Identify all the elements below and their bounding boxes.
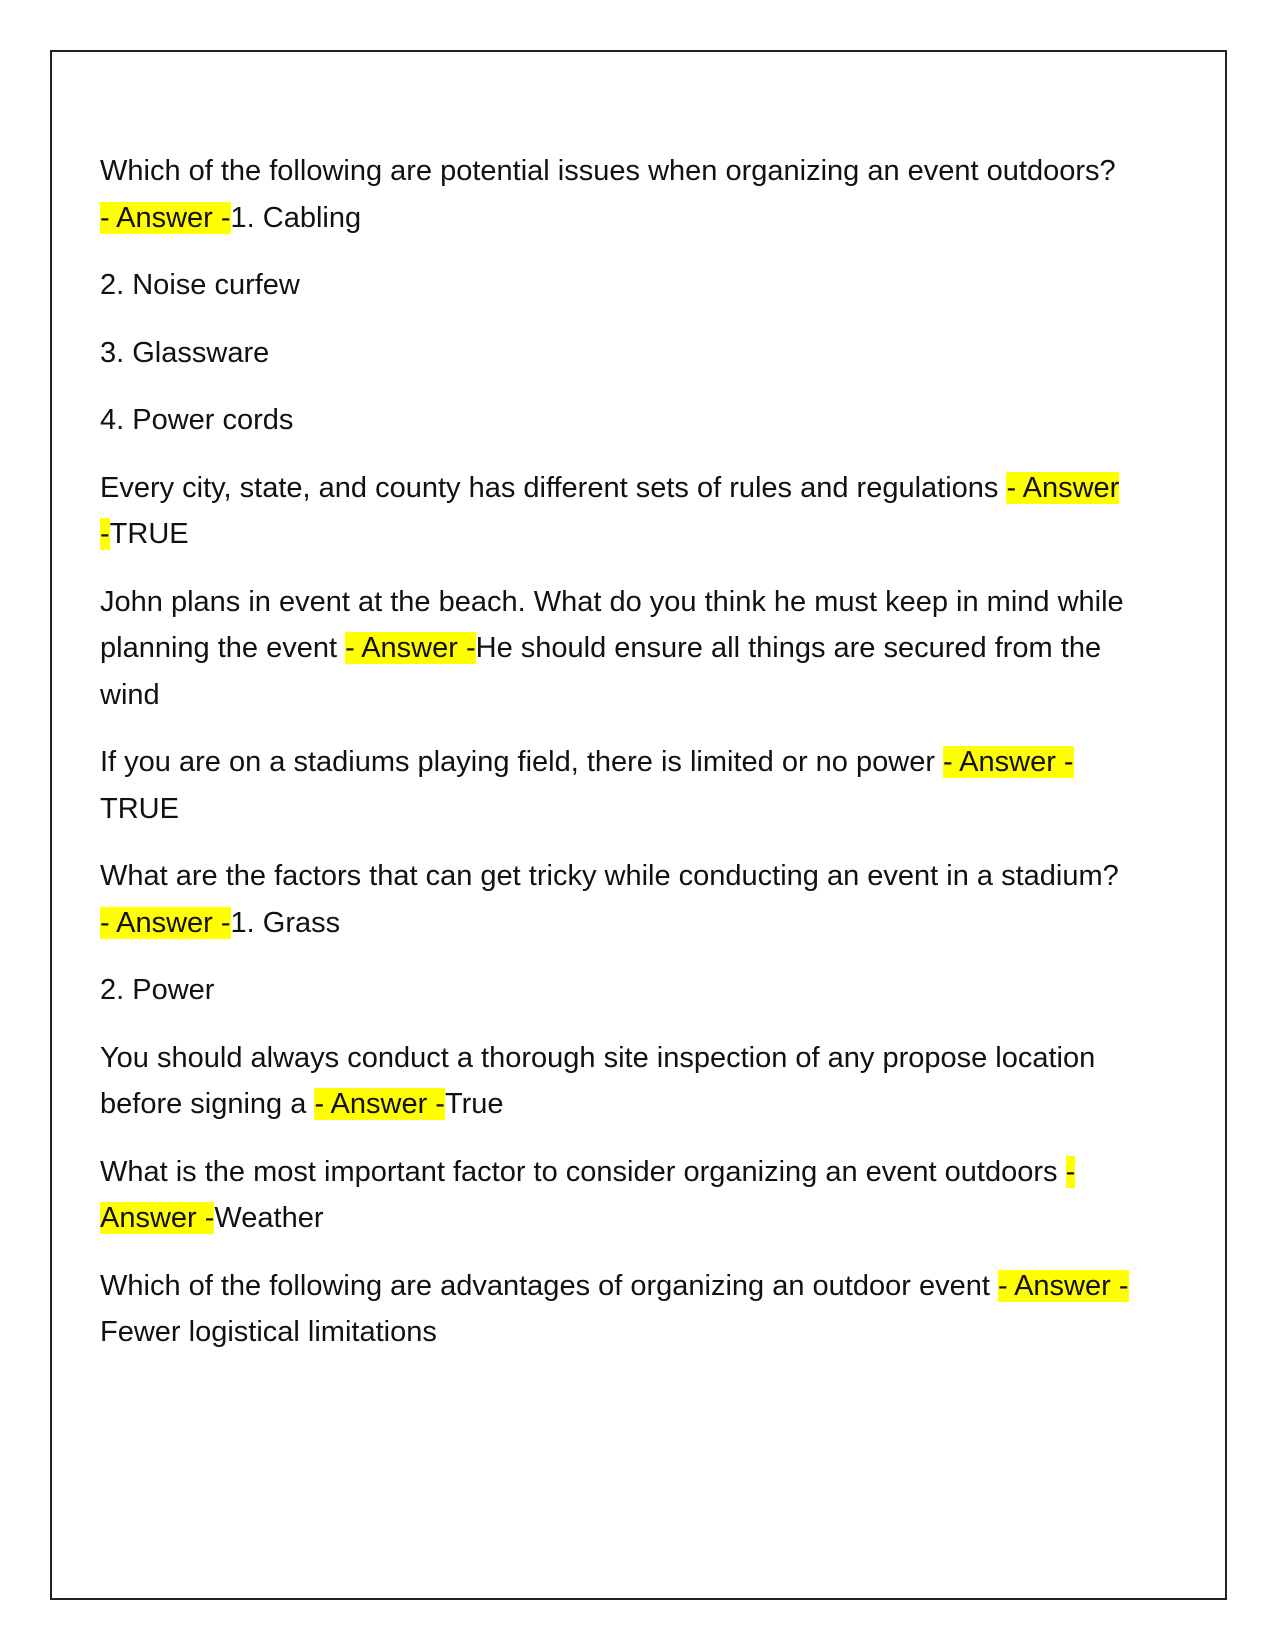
question-text: If you are on a stadiums playing field, there is limited or no power xyxy=(100,746,944,778)
list-item: 2. Power xyxy=(100,974,215,1006)
qa-item xyxy=(100,148,1130,241)
qa-item xyxy=(100,1035,1130,1128)
question-text: You should always conduct a thorough site inspection of any propose location before signing a xyxy=(100,1041,1096,1120)
question-text: What is the most important factor to consider organizing an event outdoors xyxy=(100,1155,1066,1188)
answer-marker: - Answer - xyxy=(100,906,231,939)
answer-text: 1. Cabling xyxy=(230,201,362,234)
answer-text: True xyxy=(444,1088,504,1120)
question-text: Which of the following are advantages of organizing an outdoor event xyxy=(100,1269,998,1302)
question-text: What are the factors that can get tricky while conducting an event in a stadium? xyxy=(100,860,1119,892)
answer-text: Weather xyxy=(214,1202,324,1234)
list-item: 3. Glassware xyxy=(100,336,270,369)
answer-text: He should ensure all things are secured from the wind xyxy=(100,632,1102,711)
question-text: John plans in event at the beach. What do you think he must keep in mind while planning the event xyxy=(100,585,1124,664)
answer-text: TRUE xyxy=(109,518,189,550)
answer-marker: - Answer - xyxy=(100,471,1120,550)
answer-marker: - Answer - xyxy=(943,746,1074,778)
qa-item xyxy=(100,465,1130,558)
question-text: Which of the following are potential issues when organizing an event outdoors? xyxy=(100,155,1116,187)
answer-marker: - Answer - xyxy=(100,1155,1076,1234)
list-item: 2. Noise curfew xyxy=(100,269,300,301)
answer-marker: - Answer - xyxy=(100,201,231,234)
answer-text: 1. Grass xyxy=(230,906,341,939)
answer-marker: - Answer - xyxy=(997,1269,1129,1302)
qa-item xyxy=(100,1263,1130,1356)
answer-marker: - Answer - xyxy=(314,1088,445,1120)
answer-marker: - Answer - xyxy=(345,632,476,664)
document-body xyxy=(100,148,1130,1377)
qa-item xyxy=(100,739,1130,832)
answer-text: Fewer logistical limitations xyxy=(100,1316,437,1348)
qa-item xyxy=(100,853,1130,946)
qa-item xyxy=(100,579,1130,719)
list-item: 4. Power cords xyxy=(100,404,294,436)
qa-item xyxy=(100,1149,1130,1242)
answer-text: TRUE xyxy=(100,792,179,825)
question-text: Every city, state, and county has different sets of rules and regulations xyxy=(100,471,1007,504)
